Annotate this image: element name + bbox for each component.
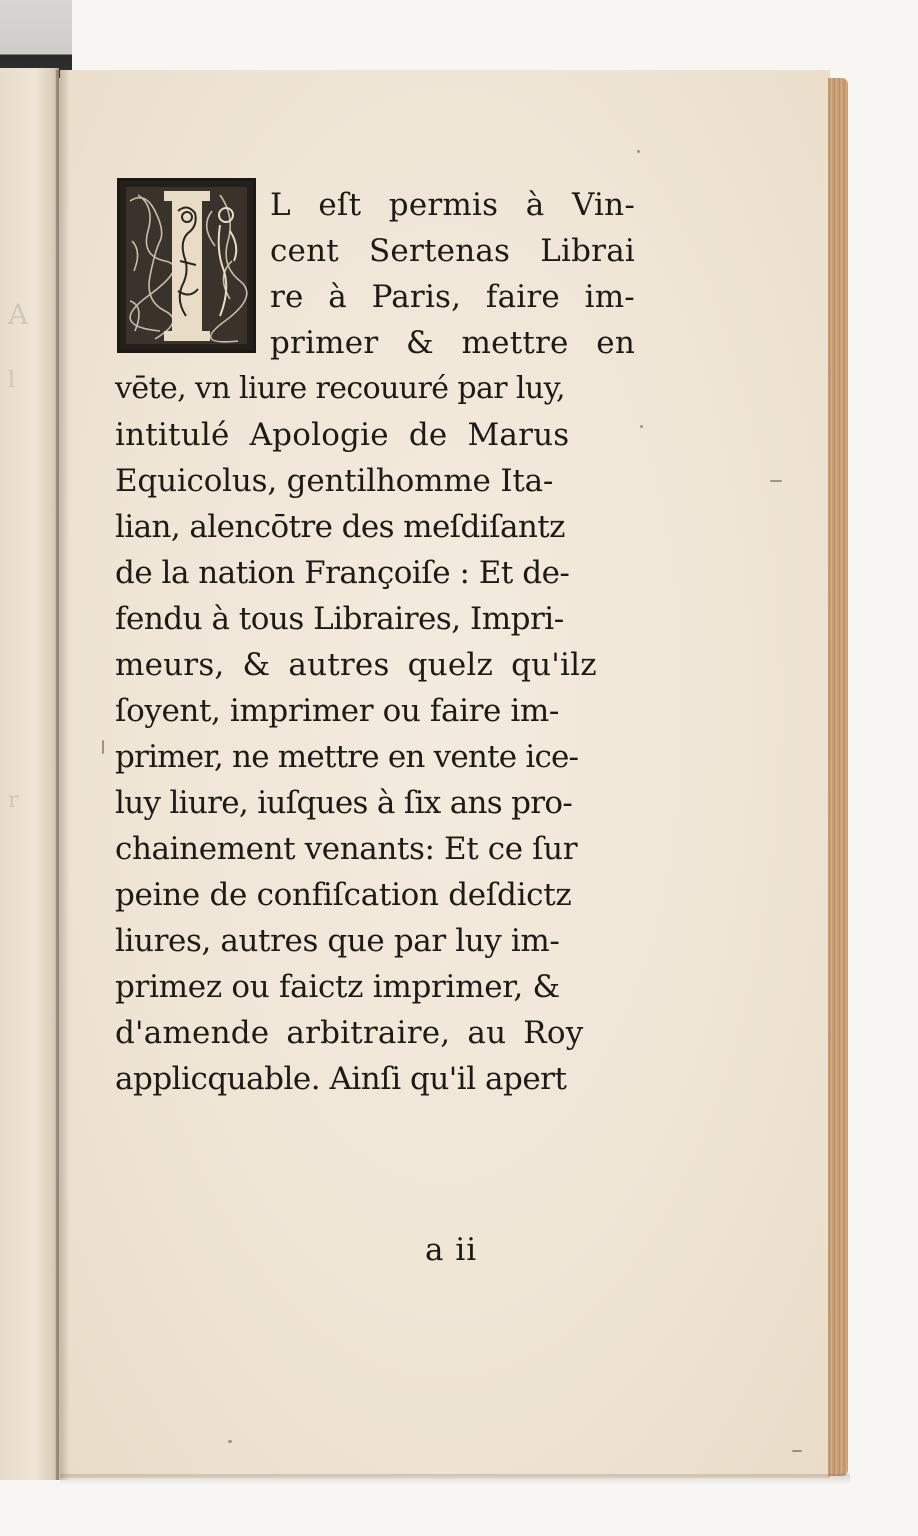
text-line: peine de confiſcation deſdictz (115, 877, 572, 913)
word: L (270, 187, 291, 223)
paper-speck (770, 480, 782, 482)
word: à (328, 279, 347, 315)
text-line: d'amende arbitraire, au Roy (115, 1015, 584, 1051)
text-line (270, 233, 635, 269)
paper-speck (102, 740, 104, 754)
text-line: liures, autres que par luy im- (115, 923, 560, 959)
text-line: intitulé Apologie de Marus (115, 417, 570, 453)
word: Sertenas (369, 233, 511, 269)
fore-edge (828, 78, 848, 1476)
text-line: fendu à tous Libraires, Impri- (115, 601, 564, 637)
book-cover-board (0, 0, 72, 78)
paper-speck (228, 1440, 232, 1443)
gutter-shadow (56, 70, 70, 1480)
text-line: Equicolus, gentilhomme Ita- (115, 463, 554, 499)
word: à (525, 187, 545, 223)
word: mettre (461, 325, 569, 361)
word: & (406, 325, 434, 361)
word: primer (270, 325, 379, 361)
text-line: de la nation Françoiſe : Et de- (115, 555, 570, 591)
word: permis (388, 187, 499, 223)
word: en (596, 325, 635, 361)
word: Paris, (371, 279, 462, 315)
text-line: applicquable. Ainſi qu'il apert (115, 1061, 567, 1097)
text-line: chainement venants: Et ce ſur (115, 831, 578, 867)
text-line: ſoyent, imprimer ou faire im- (115, 693, 559, 729)
paper-speck (637, 150, 640, 153)
word: im- (584, 279, 635, 315)
word: eſt (318, 187, 362, 223)
woodcut-initial-art (120, 181, 253, 350)
text-line (270, 279, 635, 315)
word: Librai (540, 233, 635, 269)
word: faire (485, 279, 560, 315)
text-line: luy liure, iuſques à ſix ans pro- (115, 785, 573, 821)
word: cent (270, 233, 339, 269)
text-line (270, 325, 635, 361)
word: Vin- (572, 187, 635, 223)
paper-speck (640, 425, 643, 428)
facing-page-edge: A l r (0, 68, 59, 1480)
signature-mark: a ii (425, 1232, 478, 1268)
text-line: lian, alencōtre des meſdiſantz (115, 509, 565, 545)
text-line (270, 187, 635, 223)
woodcut-initial (117, 178, 256, 353)
text-line: primer, ne mettre en vente ice- (115, 739, 579, 775)
text-line: vēte, vn liure recouuré par luy, (115, 371, 565, 406)
word: re (270, 279, 304, 315)
paper-speck (792, 1450, 802, 1452)
page-bottom-shadow (60, 1474, 850, 1484)
text-line: meurs, & autres quelz qu'ilz (115, 647, 597, 683)
text-line: primez ou faictz imprimer, & (115, 969, 560, 1005)
